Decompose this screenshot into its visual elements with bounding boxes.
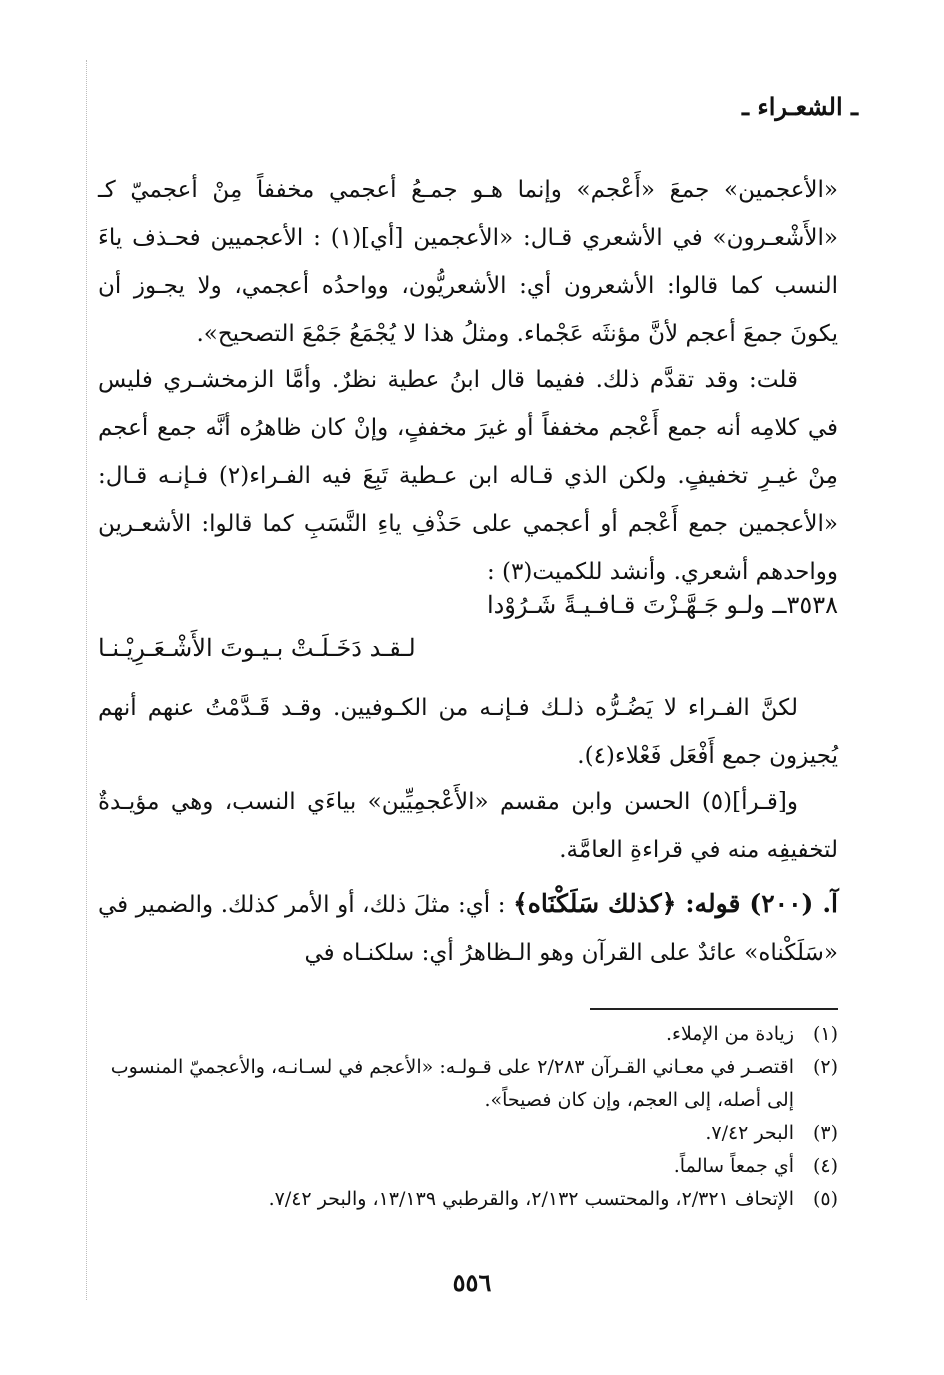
footnote-text: أي جمعاً سالماً. — [673, 1155, 794, 1177]
footnote-4 — [98, 1150, 838, 1183]
running-header: ـ الشعـراء ـ — [742, 92, 858, 121]
footnote-number: (٣) — [812, 1122, 838, 1144]
footnote-3 — [98, 1117, 838, 1150]
footnotes — [98, 1018, 838, 1216]
footnote-text: البحر ٧/٤٢. — [705, 1122, 794, 1144]
footnote-1 — [98, 1018, 838, 1051]
page-number: ٥٥٦ — [452, 1268, 492, 1297]
footnote-number: (٤) — [812, 1155, 838, 1177]
verse-first-hemistich: ٣٥٣٨ــ ولـو جَـهَّـزْتَ قـافـيـةً شَـرُوْدا — [486, 591, 838, 619]
footnote-number: (٥) — [812, 1188, 838, 1210]
ayah-heading: آ. (٢٠٠) قوله: ﴿كذلك سَلَكْنَاه﴾ — [513, 889, 838, 918]
footnote-text: زيادة من الإملاء. — [666, 1023, 794, 1045]
paragraph-1: «الأعجمين» جمعَ «أَعْجم» وإنما هـو جمـعُ أعجمي مخففاً مِنْ أعجميّ كـ «الأَشْعـرون» في الأشعري قـال: «الأعجمين [أي](١) : الأعجميين فحـذف ياءَ النسب كما قالوا: الأشعرون أي: الأشعريُّون، وواحدُه أعجمي، ولا يجـوز أن يكونَ جمعَ أعجم لأنَّ مؤنثَه عَجْماء. ومثلُ هذا لا يُجْمَعُ جَمْعَ التصحيح». — [98, 177, 839, 347]
footnote-2 — [98, 1051, 838, 1117]
footnote-number: (١) — [812, 1023, 838, 1045]
paragraph-3: لكنَّ الفـراء لا يَضُـرُّه ذلـك فـإنـه من الكـوفيين. وقـد قَـدَّمْتُ عنهم أنهم يُجيزون جمع أَفْعَل فَعْلاء(٤). — [98, 695, 838, 769]
paragraph-5 — [98, 880, 838, 977]
verse-second-hemistich: لـقـد دَخَـلَـتْ بـيـوتَ الأَشْـعَـرِيْـنـا — [98, 634, 416, 662]
margin-guide — [86, 60, 87, 1300]
footnote-separator — [590, 1008, 838, 1010]
footnote-number: (٢) — [812, 1056, 838, 1078]
ayah-commentary: : أي: مثلَ ذلك، أو الأمر كذلك. والضمير في «سَلَكْناه» عائدٌ على القرآن وهو الـظاهرُ أي: سلكنـاه في — [98, 892, 838, 966]
paragraph-4: و[قـرأ](٥) الحسن وابن مقسم «الأَعْجمِيِّين» بياءَي النسب، وهي مؤيـدةٌ لتخفيفِه منه في قراءةِ العامَّة. — [98, 789, 838, 863]
paragraph-2: قلت: وقد تقدَّم ذلك. ففيما قال ابنُ عطية نظرٌ. وأمَّا الزمخشـري فليس في كلامِه أنه جمع أَعْجم مخففاً أو غيرَ مخففٍ، وإنْ كان ظاهرُه أنَّه جمع أعجم مِنْ غيـرِ تخفيفٍ. ولكن الذي قـاله ابن عـطية تَبِعَ فيه الفـراء(٢) فـإنـه قـال: «الأعجمين جمع أَعْجم أو أعجمي على حَذْفِ ياءِ النَّسَبِ كما قالوا: الأشعـرين وواحدهم أشعري. وأنشد للكميت(٣) : — [98, 367, 838, 585]
footnote-text: الإتحاف ٢/٣٢١، والمحتسب ٢/١٣٢، والقرطبي ١٣/١٣٩، والبحر ٧/٤٢. — [268, 1188, 794, 1210]
footnote-5 — [98, 1183, 838, 1216]
footnote-text: اقتصـر في معـاني القـرآن ٢/٢٨٣ على قـولـه: «الأعجم في لسـانـه، والأعجميّ المنسوب إلى أصله، إلى العجم، وإن كان فصيحاً». — [110, 1056, 794, 1111]
